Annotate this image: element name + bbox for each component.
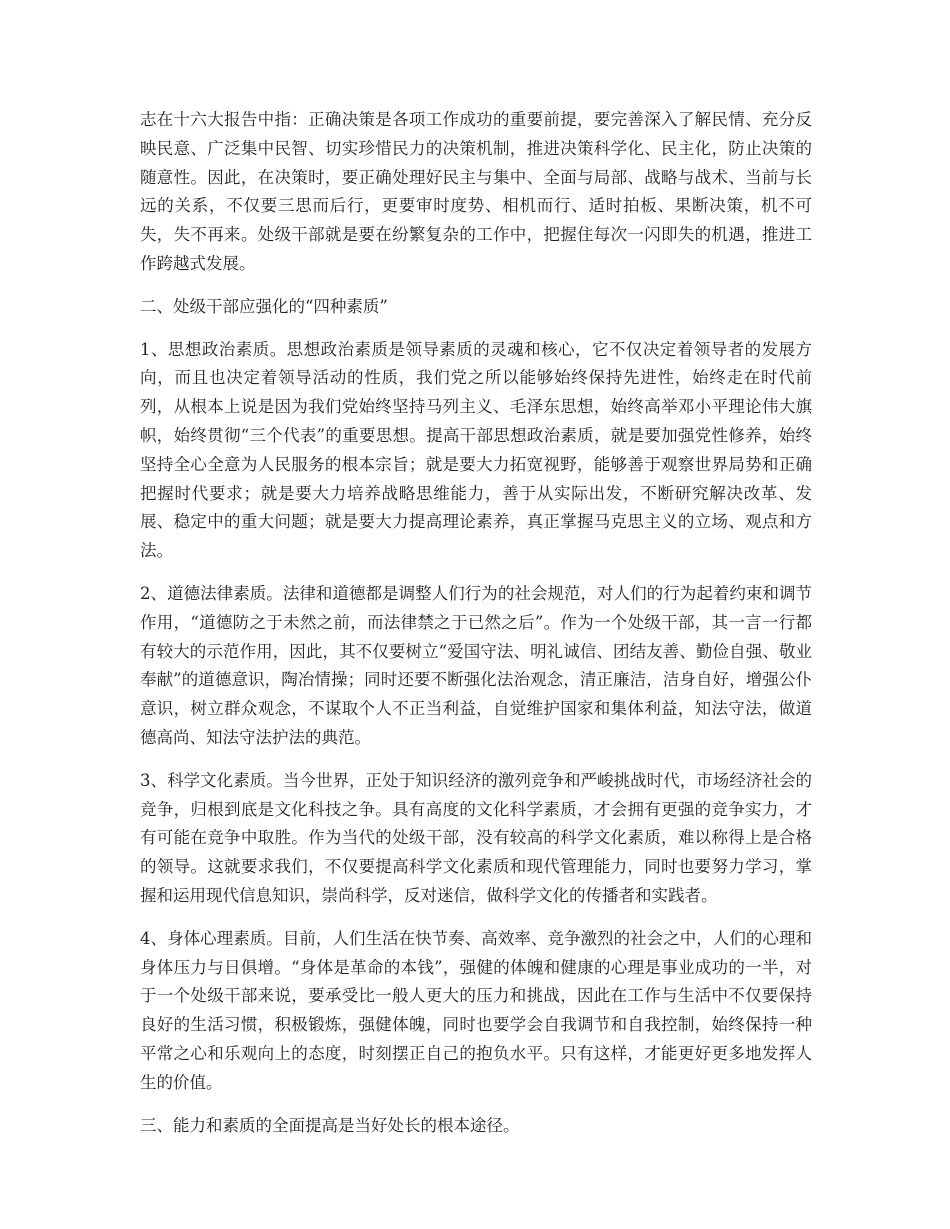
section-heading-ability-improvement: 三、能力和素质的全面提高是当好处长的根本途径。 (140, 1115, 520, 1135)
paragraph-political-quality: 1、思想政治素质。思想政治素质是领导素质的灵魂和核心，它不仅决定着领导者的发展方向，而且也决定着领导活动的性质，我们党之所以能够始终保持先进性，始终走在时代前列，从根本上说是因为我们党始终坚持马列主义、毛泽东思想，始终高举邓小平理论伟大旗帜，始终贯彻“三个代表”的重要思想。提高干部思想政治素质，就是要加强党性修养，始终坚持全心全意为人民服务的根本宗旨；就是要大力拓宽视野，能够善于观察世界局势和正确把握时代要求；就是要大力培养战略思维能力，善于从实际出发，不断研究解决改革、发展、稳定中的重大问题；就是要大力提高理论素养，真正掌握马克思主义的立场、观点和方法。 (140, 339, 812, 561)
section-heading-four-qualities: 二、处级干部应强化的“四种素质” (140, 296, 388, 316)
paragraph-science-culture-quality: 3、科学文化素质。当今世界，正处于知识经济的激列竞争和严峻挑战时代，市场经济社会的竞争，归根到底是文化科技之争。具有高度的文化科学素质，才会拥有更强的竞争实力，才有可能在竞争中取胜。作为当代的处级干部，没有较高的科学文化素质，难以称得上是合格的领导。这就要求我们，不仅要提高科学文化素质和现代管理能力，同时也要努力学习，掌握和运用现代信息知识，崇尚科学，反对迷信，做科学文化的传播者和实践者。 (140, 770, 812, 905)
paragraph-decision-making: 志在十六大报告中指：正确决策是各项工作成功的重要前提，要完善深入了解民情、充分反映民意、广泛集中民智、切实珍惜民力的决策机制，推进决策科学化、民主化，防止决策的随意性。因此，在决策时，要正确处理好民主与集中、全面与局部、战略与战术、当前与长远的关系，不仅要三思而后行，更要审时度势、相机而行、适时拍板、果断决策，机不可失，失不再来。处级干部就是要在纷繁复杂的工作中，把握住每次一闪即失的机遇，推进工作跨越式发展。 (140, 110, 812, 273)
document-page (140, 106, 812, 1154)
paragraph-physical-mental-quality: 4、身体心理素质。目前，人们生活在快节奏、高效率、竞争激烈的社会之中，人们的心理和身体压力与日俱增。“身体是革命的本钱”，强健的体魄和健康的心理是事业成功的一半，对于一个处级干部来说，要承受比一般人更大的压力和挑战，因此在工作与生活中不仅要保持良好的生活习惯，积极锻炼，强健体魄，同时也要学会自我调节和自我控制，始终保持一种平常之心和乐观向上的态度，时刻摆正自己的抱负水平。只有这样，才能更好更多地发挥人生的价值。 (140, 928, 812, 1092)
paragraph-moral-legal-quality: 2、道德法律素质。法律和道德都是调整人们行为的社会规范，对人们的行为起着约束和调节作用，“道德防之于未然之前，而法律禁之于已然之后”。作为一个处级干部，其一言一行都有较大的示范作用，因此，其不仅要树立“爱国守法、明礼诚信、团结友善、勤俭自强、敬业奉献”的道德意识，陶冶情操；同时还要不断强化法治观念，清正廉洁，洁身自好，增强公仆意识，树立群众观念，不谋取个人不正当利益，自觉维护国家和集体利益，知法守法，做道德高尚、知法守法护法的典范。 (140, 583, 812, 747)
